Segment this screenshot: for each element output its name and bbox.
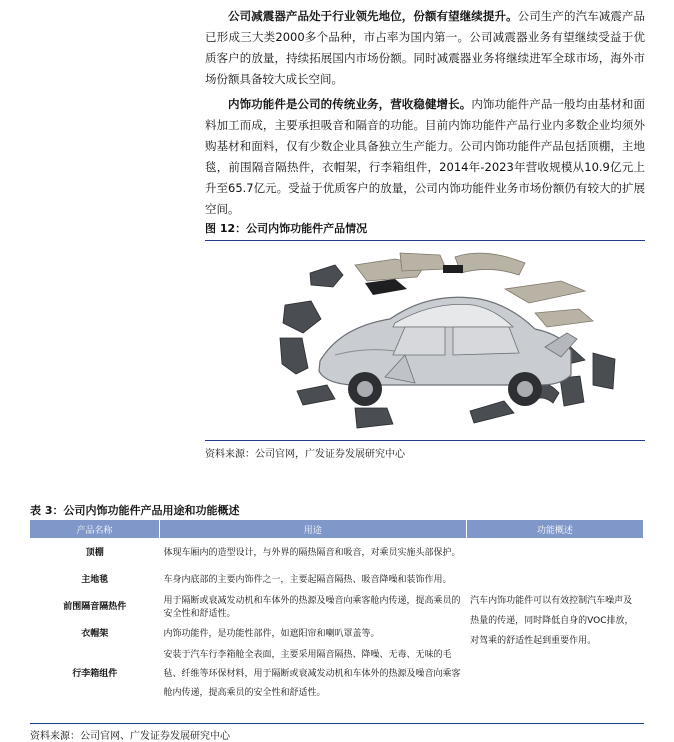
car-parts-illustration [205,243,645,438]
product-use: 体现车厢内的造型设计，与外界的隔热隔音和吸音，对乘员实施头部保护。 [163,548,461,558]
part-bracket-icon [310,265,343,287]
product-name: 顶棚 [85,548,104,558]
function-summary: 汽车内饰功能件可以有效控制汽车噪声及热量的传递，同时降低自身的VOC排放，对驾乘的舒适性起到重要作用。 [470,595,634,646]
product-name: 行李箱组件 [72,669,118,679]
header-function: 功能概述 [466,520,643,538]
interior-parts-table [30,520,644,703]
table-row [30,538,644,565]
table-caption: 表 3：公司内饰功能件产品用途和功能概述 [30,502,644,522]
paragraph-body: 公司生产的汽车减震产品已形成三大类2000多个品种，市占率为国内第一。公司减震器业务有望继续受益于优质客户的放量，持续拓展国内市场份额。同时减震器业务将继续进军全球市场，海外市场份额具备较大成长空间。 [205,9,645,86]
product-use: 内饰功能件，是功能性部件，如遮阳帘和喇叭罩盖等。 [163,629,380,639]
paragraph-lead: 内饰功能件是公司的传统业务，营收稳健增长。 [228,97,472,111]
product-use: 安装于汽车行李箱舱全表面，主要采用隔音隔热、降噪、无毒、无味的毛毡、纤维等环保材料，用于隔断或衰减发动机和车体外的热源及噪音向乘客舱内传递，提高乘员的安全性和舒适性。 [163,650,461,698]
part-floor-icon [297,385,335,405]
product-use: 车身内底部的主要内饰件之一，主要起隔音隔热、吸音降噪和装饰作用。 [163,575,452,585]
product-use: 用于隔断或衰减发动机和车体外的热源及噪音向乘客舱内传递，提高乘员的安全性和舒适性。 [163,595,461,619]
figure-source: 资料来源：公司官网，广发证券发展研究中心 [205,440,645,460]
paragraph-shock-absorber [205,6,645,90]
part-mat-icon [355,408,393,428]
product-name: 主地毯 [81,575,109,585]
product-name: 衣帽架 [81,629,109,639]
paragraph-lead: 公司减震器产品处于行业领先地位，份额有望继续提升。 [228,9,518,23]
table-header-row [30,520,644,538]
part-trunk-mat-icon [535,309,593,327]
interior-parts-figure [205,243,645,438]
part-seal-icon [443,265,463,273]
header-product-name: 产品名称 [30,520,159,538]
part-carpet-icon [365,279,407,295]
header-use: 用途 [159,520,466,538]
paragraph-interior-parts [205,94,645,220]
figure-caption: 图 12：公司内饰功能件产品情况 [205,220,645,241]
table-source: 资料来源：公司官网、广发证券发展研究中心 [30,723,644,742]
part-panel-icon [283,301,321,333]
paragraph-body: 内饰功能件产品一般均由基材和面料加工而成，主要承担吸音和隔音的功能。目前内饰功能件产品行业内多数企业均须外购基材和面料，仅有少数企业具备独立生产能力。公司内饰功能件产品包括顶棚，主地毯，前围隔音隔热件，衣帽架，行李箱组件，2014年-2023年营收规模从10.9亿元上升至65.7亿元。受益于优质客户的放量，公司内饰功能件业务市场份额仍有较大的扩展空间。 [205,97,646,216]
part-roof-panel-icon [455,253,525,275]
part-insulator-icon [280,338,308,374]
part-liner-icon [593,353,615,389]
part-package-tray-icon [505,281,585,303]
part-dash-icon [470,401,514,423]
product-name: 前围隔音隔热件 [63,602,127,612]
part-hood-liner-icon [400,253,446,271]
